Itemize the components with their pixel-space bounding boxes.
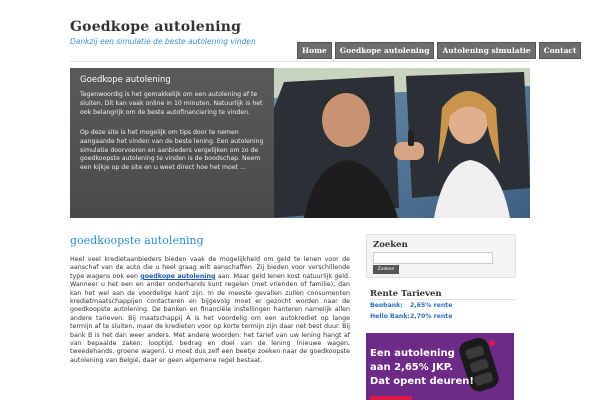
site-title[interactable]: Goedkope autolening: [70, 19, 242, 35]
rate-value: 2,65% rente: [410, 302, 453, 309]
nav-contact[interactable]: Contact: [539, 42, 582, 59]
nav-autolening-simulatie[interactable]: Autolening simulatie: [437, 42, 535, 59]
main-paragraph: [70, 256, 350, 365]
main-text-before: Heel veel kredietaanbieders bieden vaak de mogelijkheid om geld te lenen voor de aanschaf van de auto die u heel graag wilt aanschaffen. Zij bieden voor verschillende type wagens ook een: [70, 256, 350, 280]
rate-row-hello-bank: [370, 313, 453, 320]
hero-text-panel: [70, 68, 275, 218]
autolening-ad-banner[interactable]: [366, 333, 514, 400]
main-text-after: aan. Maar geld lenen kost natuurlijk geld. Wanneer u het een en ander onderhands kunt regelen (met vrienden of familie), dan kan het wel aan de voordelige kant zijn. In de meeste gevallen zullen consumenten kredietmaatschappijen contacteren en bijgevolg moet er gezocht worden naar de goedkoopste autolening. De banken en financiële instellingen hanteren namelijk allen andere tarieven. Bij maatschappij A is het voordelig om een autokrediet op lange termijn af te sluiten, maar de kredieten voor op korte termijn zijn daar net best duur. Bij bank B is het dan weer anders. Met andere woorden: het tarief van uw lening hangt af van bepaalde zaken: looptijd, bedrag en doel van de lening (nieuwe wagen, tweedehands, groene wagen). U moet dus zelf een beetje zoeken naar de goedkoopste autolening van België, daar er geen algemene regel bestaat.: [70, 272, 350, 364]
rate-bank-label: Beobank:: [370, 302, 403, 309]
search-input[interactable]: [373, 252, 493, 264]
ad-headline-3: Dat opent deuren!: [370, 376, 474, 387]
main-navigation: [297, 42, 581, 59]
rates-divider: [370, 299, 515, 300]
search-button[interactable]: Zoeken: [373, 265, 399, 274]
ad-cta-button[interactable]: [370, 396, 412, 400]
rate-value: 2,70% rente: [410, 313, 453, 320]
nav-goedkope-autolening[interactable]: Goedkope autolening: [335, 42, 435, 59]
header-divider: [70, 61, 530, 62]
hero-title: Goedkope autolening: [80, 75, 171, 85]
couple-in-car-photo: [274, 68, 530, 218]
search-widget: [366, 234, 516, 278]
main-heading: goedkoopste autolening: [70, 234, 204, 247]
nav-home[interactable]: Home: [297, 42, 332, 59]
search-title: Zoeken: [373, 240, 408, 250]
site-tagline: Dankzij een simulatie de beste autolening vinden: [70, 37, 256, 46]
rate-bank-label: Hello Bank:: [370, 313, 410, 320]
ad-headline-1: Een autolening: [370, 348, 455, 359]
hero-banner: [70, 68, 530, 218]
rates-title: Rente Tarieven: [370, 289, 442, 299]
hero-paragraph-2: Op deze site is het mogelijk om tips door te nemen aangaande het vinden van de beste lening. Een autolening simulatie doorvoeren en aanbieders vergelijken om zo de goedkoopste autolening te vinden is de boodschap. Neem een kijkje op de site en u weet direct hoe het moet ...: [80, 129, 264, 172]
ad-headline-2: aan 2,65% JKP.: [370, 362, 454, 373]
hero-paragraph-1: Tegenwoordig is het gemakkelijk om een autolening af te sluiten. Dit kan vaak online in 10 minuten. Natuurlijk is het ook belangrijk om de beste autofinanciering te vinden.: [80, 91, 263, 116]
rate-row-beobank: [370, 302, 453, 309]
goedkope-autolening-link[interactable]: goedkope autolening: [140, 272, 216, 280]
